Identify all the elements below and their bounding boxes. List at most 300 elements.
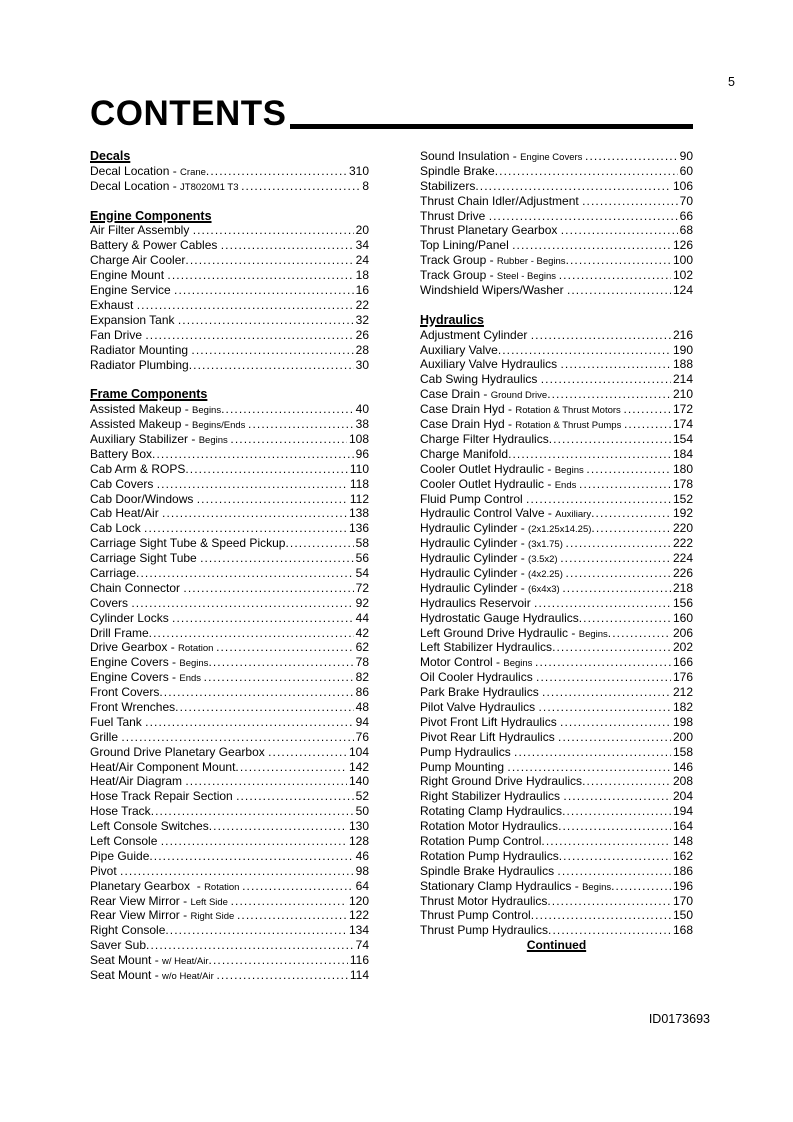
toc-entry [420, 283, 693, 298]
toc-entry [90, 581, 369, 596]
toc-entry [420, 640, 693, 655]
toc-entry [420, 343, 693, 358]
toc-entry-page: 90 [679, 149, 693, 163]
toc-entry-page: 140 [348, 774, 369, 789]
toc-entry-page: 224 [672, 551, 693, 566]
toc-entry [90, 685, 369, 700]
dot-leader [566, 253, 671, 268]
toc-entry-label: Spindle Brake [420, 163, 495, 178]
toc-entry-label: Seat Mount - [90, 968, 163, 983]
toc-section [90, 149, 369, 194]
toc-entry [420, 715, 693, 730]
toc-column [90, 149, 369, 983]
toc-entry-page: 50 [355, 804, 369, 819]
toc-entry [90, 715, 369, 730]
toc-entry [90, 358, 369, 373]
dot-leader [230, 432, 347, 447]
toc-entry-page: 146 [672, 759, 693, 774]
dot-leader [185, 774, 347, 789]
toc-entry-page: 120 [348, 893, 369, 908]
toc-entry-label: Battery Box [90, 446, 153, 461]
dot-leader [495, 164, 678, 179]
toc-entry-label: Cab Swing Hydraulics [420, 372, 541, 387]
toc-entry-page: 32 [355, 312, 369, 327]
dot-leader [167, 268, 353, 283]
dot-leader [558, 730, 671, 745]
toc-entry-sub: Rubber - Begins [496, 256, 566, 268]
toc-entry [90, 864, 369, 879]
dot-leader [560, 551, 671, 566]
section-heading: Decals [90, 149, 131, 163]
dot-leader [149, 626, 354, 641]
toc-entry [420, 774, 693, 789]
toc-entry-page: 28 [355, 342, 369, 357]
dot-leader [204, 670, 354, 685]
toc-entry-page: 46 [355, 848, 369, 863]
toc-column [420, 149, 693, 983]
dot-leader [241, 179, 360, 194]
dot-leader [567, 283, 671, 298]
toc-entry-page: 122 [348, 908, 369, 923]
toc-entry-sub: Rotation & Thrust Motors [515, 405, 624, 417]
dot-leader [131, 596, 353, 611]
toc-entry-label: Cab Lock [90, 521, 145, 536]
dot-leader [285, 536, 353, 551]
dot-leader [512, 238, 671, 253]
dot-leader [507, 760, 671, 775]
toc-entry [420, 923, 693, 938]
toc-entry-label: Left Ground Drive Hydraulic - [420, 625, 579, 640]
toc-entry-page: 162 [672, 848, 693, 863]
toc-entry [420, 819, 693, 834]
dot-leader [200, 551, 354, 566]
document-id: ID0173693 [648, 1012, 710, 1026]
toc-entry [420, 492, 693, 507]
toc-entry [420, 730, 693, 745]
toc-entry [420, 223, 693, 238]
toc-entry-page: 150 [672, 908, 693, 923]
toc-entry-page: 58 [355, 536, 369, 551]
toc-entry [420, 760, 693, 775]
toc-entry-label: Stabilizers [420, 178, 476, 193]
toc-entry [420, 655, 693, 670]
toc-entry-label: Chain Connector [90, 580, 184, 595]
toc-entry [90, 849, 369, 864]
dot-leader [559, 849, 671, 864]
toc-entry-page: 154 [672, 431, 693, 446]
toc-entry-page: 22 [355, 297, 369, 312]
toc-entry-label: Right Console [90, 923, 166, 938]
toc-entry [420, 417, 693, 432]
toc-entry-page: 38 [355, 417, 369, 432]
dot-leader [579, 477, 671, 492]
dot-leader [611, 879, 671, 894]
toc-entry-label: Left Console Switches [90, 819, 209, 834]
dot-leader [552, 640, 671, 655]
toc-entry-label: Radiator Mounting [90, 342, 192, 357]
toc-entry [90, 834, 369, 849]
toc-entry [420, 789, 693, 804]
toc-entry [90, 670, 369, 685]
toc-entry-page: 52 [355, 789, 369, 804]
dot-leader [624, 417, 671, 432]
toc-entry [420, 834, 693, 849]
toc-entry [420, 908, 693, 923]
toc-entry-page: 48 [355, 700, 369, 714]
toc-entry-label: Windshield Wipers/Washer [420, 283, 567, 298]
toc-entry [90, 655, 369, 670]
toc-entry-page: 64 [355, 878, 369, 893]
toc-entry-page: 192 [672, 506, 693, 521]
toc-entry-sub: Begins [582, 881, 612, 893]
dot-leader [531, 908, 671, 923]
dot-leader [585, 149, 678, 164]
toc-entry-page: 110 [349, 461, 369, 476]
toc-entry-sub: Rotation & Thrust Pumps [515, 420, 624, 432]
toc-entry-label: Decal Location - [90, 163, 181, 178]
dot-leader [121, 730, 353, 745]
dot-leader [161, 834, 347, 849]
toc-entry-page: 8 [362, 178, 369, 193]
toc-entry-label: Planetary Gearbox - [90, 878, 205, 893]
toc-entry-label: Hose Track Repair Section [90, 789, 237, 804]
toc-entry-page: 216 [672, 327, 693, 342]
toc-entry-page: 142 [348, 759, 369, 774]
dot-leader [165, 923, 347, 938]
toc-entry-label: Drill Frame [90, 625, 149, 640]
toc-entry-sub: (4x2.25) [528, 568, 566, 580]
toc-entry-label: Right Ground Drive Hydraulics [420, 774, 583, 789]
dot-leader [514, 745, 671, 760]
toc-entry [420, 462, 693, 477]
toc-entry-sub: Ground Drive [490, 390, 548, 402]
toc-entry-page: 18 [355, 268, 369, 283]
toc-entry-label: Case Drain Hyd - [420, 417, 516, 432]
toc-entry-label: Front Wrenches [90, 700, 176, 714]
dot-leader [189, 358, 354, 373]
toc-entry [90, 879, 369, 894]
toc-entry-label: Pump Hydraulics [420, 744, 515, 759]
dot-leader [560, 715, 671, 730]
toc-entry-page: 24 [355, 253, 369, 268]
toc-entry-label: Cab Door/Windows [90, 491, 197, 506]
toc-entry-label: Sound Insulation - [420, 149, 521, 163]
toc-entry-page: 310 [348, 163, 369, 178]
toc-entry [420, 894, 693, 909]
toc-entry [90, 268, 369, 283]
dot-leader [221, 402, 354, 417]
toc-entry-page: 208 [672, 774, 693, 789]
toc-entry-label: Assisted Makeup - [90, 402, 193, 417]
toc-entry-label: Charge Manifold [420, 446, 509, 461]
toc-entry [420, 432, 693, 447]
toc-entry [420, 357, 693, 372]
toc-entry-label: Hydrostatic Gauge Hydraulics [420, 610, 579, 625]
toc-entry-page: 188 [672, 357, 693, 372]
toc-entry-label: Decal Location - [90, 178, 181, 193]
toc-entry-page: 42 [355, 625, 369, 640]
toc-entry-page: 106 [672, 178, 693, 193]
toc-entry-label: Stationary Clamp Hydraulics - [420, 878, 583, 893]
dot-leader [146, 938, 354, 953]
toc-entry [90, 551, 369, 566]
toc-entry-page: 194 [672, 804, 693, 819]
toc-entry-sub: (3x1.75) [528, 539, 566, 551]
dot-leader [535, 655, 671, 670]
toc-entry-sub: Crane [180, 166, 206, 178]
toc-entry-label: Thrust Pump Hydraulics [420, 923, 549, 938]
toc-section [420, 313, 693, 938]
toc-entry [420, 179, 693, 194]
toc-entry-page: 92 [355, 595, 369, 610]
toc-entry-sub: (2x1.25x14.25) [528, 524, 592, 536]
toc-entry-page: 76 [355, 729, 369, 744]
dot-leader [475, 179, 671, 194]
toc-entry-page: 40 [355, 402, 369, 417]
toc-entry-label: Battery & Power Cables [90, 238, 221, 253]
toc-entry-label: Engine Covers - [90, 655, 180, 670]
dot-leader [137, 298, 354, 313]
dot-leader [549, 432, 671, 447]
toc-entry [420, 477, 693, 492]
dot-leader [608, 626, 671, 641]
toc-entry [90, 953, 369, 968]
toc-entry [420, 536, 693, 551]
toc-entry-page: 196 [672, 878, 693, 893]
toc-entry-page: 220 [672, 521, 693, 536]
toc-entry [90, 402, 369, 417]
toc-entry-label: Park Brake Hydraulics [420, 685, 543, 700]
toc-entry [420, 402, 693, 417]
dot-leader [144, 521, 347, 536]
toc-entry-sub: Begins [198, 434, 231, 446]
dot-leader [542, 685, 671, 700]
toc-entry-sub: Ends [554, 479, 580, 491]
toc-entry [420, 387, 693, 402]
toc-entry-sub: Begins [503, 658, 536, 670]
toc-entry-label: Left Stabilizer Hydraulics [420, 640, 553, 655]
toc-entry-page: 176 [672, 670, 693, 685]
toc-entry-page: 226 [672, 565, 693, 580]
toc-entry-page: 210 [672, 387, 693, 402]
toc-entry-page: 204 [672, 789, 693, 804]
toc-entry [90, 700, 369, 715]
dot-leader [152, 447, 354, 462]
title-underline [290, 124, 694, 129]
toc-entry-label: Spindle Brake Hydraulics [420, 863, 558, 878]
toc-entry [90, 506, 369, 521]
toc-entry-label: Adjustment Cylinder [420, 327, 531, 342]
toc-entry [90, 938, 369, 953]
toc-entry [90, 432, 369, 447]
toc-entry-label: Hydraulic Control Valve - [420, 506, 556, 521]
toc-entry-label: Track Group - [420, 268, 497, 283]
toc-entry-page: 66 [679, 208, 693, 223]
toc-entry-page: 70 [679, 193, 693, 208]
toc-entry-page: 166 [672, 655, 693, 670]
toc-entry [420, 611, 693, 626]
toc-entry-label: Hydraulic Cylinder - [420, 521, 529, 536]
continued-label: Continued [526, 938, 587, 953]
toc-entry-page: 178 [672, 476, 693, 491]
toc-entry [420, 149, 693, 164]
toc-entry [90, 521, 369, 536]
toc-entry [90, 730, 369, 745]
toc-entry [90, 447, 369, 462]
toc-entry-label: Assisted Makeup - [90, 417, 193, 432]
toc-entry-sub: Begins/Ends [192, 420, 249, 432]
toc-section [420, 149, 693, 298]
toc-entry [420, 238, 693, 253]
dot-leader [558, 819, 671, 834]
dot-leader [221, 238, 354, 253]
toc-entry-label: Cab Arm & ROPS [90, 461, 186, 476]
dot-leader [582, 774, 671, 789]
toc-entry-label: Hydraulic Cylinder - [420, 551, 529, 566]
toc-entry-label: Case Drain - [420, 387, 491, 402]
toc-entry-page: 222 [672, 536, 693, 551]
toc-entry [420, 551, 693, 566]
toc-entry-label: Rear View Mirror - [90, 908, 191, 923]
toc-entry [90, 238, 369, 253]
toc-entry-page: 104 [348, 744, 369, 759]
toc-entry-label: Ground Drive Planetary Gearbox [90, 744, 269, 759]
toc-entry-label: Thrust Planetary Gearbox [420, 223, 561, 238]
toc-entry-label: Rotation Pump Hydraulics [420, 848, 559, 863]
section-heading: Hydraulics [420, 312, 484, 327]
toc-entry-page: 212 [672, 685, 693, 700]
toc-entry-sub: Right Side [190, 911, 237, 923]
toc-entry [90, 253, 369, 268]
toc-entry [90, 596, 369, 611]
toc-entry-label: Pivot Front Lift Hydraulics [420, 714, 561, 729]
toc-entry-label: Charge Filter Hydraulics [420, 431, 549, 446]
toc-entry-page: 130 [348, 819, 369, 834]
dot-leader [185, 462, 347, 477]
dot-leader [183, 581, 353, 596]
dot-leader [582, 194, 678, 209]
toc-entry-label: Rotation Motor Hydraulics [420, 819, 559, 834]
toc-entry-page: 72 [355, 580, 369, 595]
dot-leader [498, 343, 671, 358]
toc-entry-label: Cab Covers [90, 476, 157, 491]
toc-entry [90, 164, 369, 179]
toc-entry-label: Case Drain Hyd - [420, 402, 516, 417]
toc-entry-page: 134 [348, 923, 369, 938]
toc-entry-label: Auxiliary Valve [420, 342, 498, 357]
dot-leader [206, 164, 347, 179]
toc-entry-label: Carriage [90, 565, 137, 580]
toc-entry [90, 626, 369, 641]
toc-entry-label: Pilot Valve Hydraulics [420, 699, 539, 714]
toc-entry-page: 184 [672, 446, 693, 461]
toc-entry [90, 223, 369, 238]
toc-entry [420, 596, 693, 611]
toc-entry-label: Exhaust [90, 297, 137, 312]
toc-entry-page: 172 [672, 402, 693, 417]
dot-leader [526, 492, 671, 507]
dot-leader [242, 879, 354, 894]
dot-leader [209, 819, 347, 834]
toc-entry-page: 148 [672, 833, 693, 848]
toc-entry [420, 745, 693, 760]
dot-leader [145, 715, 353, 730]
toc-entry-page: 202 [672, 640, 693, 655]
toc-entry-page: 82 [355, 670, 369, 685]
toc-entry-page: 116 [349, 953, 369, 968]
toc-entry-page: 156 [672, 595, 693, 610]
toc-entry-sub: Begins [179, 658, 209, 670]
toc-entry-sub: Begins [192, 405, 222, 417]
dot-leader [534, 596, 671, 611]
toc-entry-page: 30 [355, 357, 369, 372]
toc-entry [90, 417, 369, 432]
toc-entry [90, 343, 369, 358]
toc-entry [90, 328, 369, 343]
toc-entry-label: Engine Service [90, 283, 175, 298]
toc-entry [420, 328, 693, 343]
toc-entry-label: Hydraulic Cylinder - [420, 536, 529, 551]
dot-leader [178, 313, 354, 328]
toc-entry-page: 186 [672, 863, 693, 878]
toc-entry [90, 179, 369, 194]
toc-entry-page: 96 [355, 446, 369, 461]
dot-leader [175, 700, 353, 715]
toc-entry-sub: Rotation [178, 643, 217, 655]
toc-entry-label: Thrust Motor Hydraulics [420, 893, 548, 908]
toc-entry [90, 745, 369, 760]
dot-leader [536, 670, 671, 685]
toc-entry-page: 108 [348, 431, 369, 446]
dot-leader [561, 223, 678, 238]
dot-leader [235, 760, 347, 775]
toc-entry-label: Front Covers [90, 685, 160, 700]
toc-entry [90, 492, 369, 507]
toc-entry [420, 521, 693, 536]
toc-entry-sub: w/ Heat/Air [162, 956, 209, 968]
dot-leader [547, 894, 671, 909]
toc-entry [90, 968, 369, 983]
toc-entry-label: Hose Track [90, 804, 151, 819]
toc-entry [90, 611, 369, 626]
dot-leader [209, 953, 348, 968]
dot-leader [557, 864, 671, 879]
toc-entry-sub: Rotation [204, 881, 243, 893]
dot-leader [136, 566, 354, 581]
toc-entry-label: Expansion Tank [90, 312, 178, 327]
toc-entry [420, 700, 693, 715]
toc-entry [420, 447, 693, 462]
toc-entry-sub: (3.5x2) [528, 554, 561, 566]
toc-entry [420, 253, 693, 268]
toc-entry-label: Grille [90, 729, 122, 744]
toc-entry-label: Thrust Chain Idler/Adjustment [420, 193, 583, 208]
toc-entry [420, 268, 693, 283]
toc-entry-page: 98 [355, 863, 369, 878]
dot-leader [561, 357, 671, 372]
toc-entry-page: 136 [348, 521, 369, 536]
dot-leader [172, 611, 354, 626]
dot-leader [237, 908, 347, 923]
toc-entry [90, 298, 369, 313]
toc-entry-sub: Steel - Begins [496, 271, 559, 283]
toc-entry-sub: Auxiliary [555, 509, 592, 521]
toc-entry [90, 819, 369, 834]
toc-entry-label: Carriage Sight Tube [90, 551, 201, 566]
toc-entry-page: 118 [349, 476, 369, 491]
toc-entry-sub: Begins [554, 464, 587, 476]
dot-leader [547, 387, 671, 402]
